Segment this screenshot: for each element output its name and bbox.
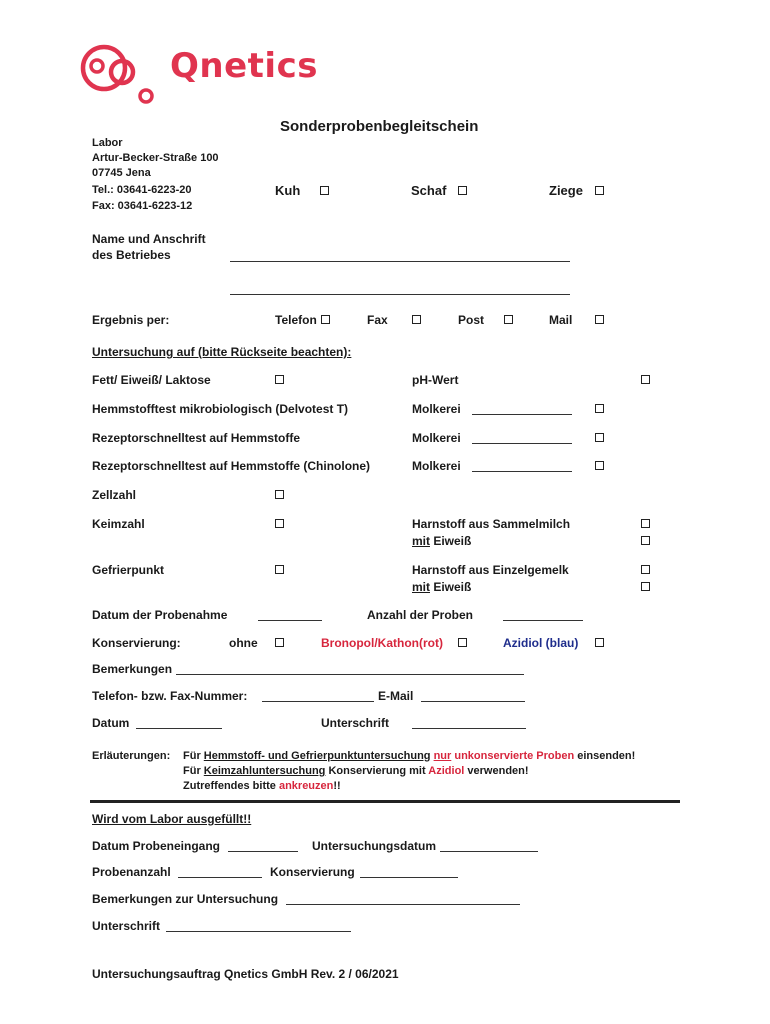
mit-underlined: mit bbox=[412, 534, 430, 548]
datum-probenahme-line[interactable] bbox=[258, 620, 322, 621]
ergebnis-label: Ergebnis per: bbox=[92, 313, 170, 327]
bemerkungen-line[interactable] bbox=[176, 674, 524, 675]
ergebnis-mail-checkbox[interactable] bbox=[595, 315, 604, 324]
labor-unterschrift-line[interactable] bbox=[166, 931, 351, 932]
konservierung-azidiol-checkbox[interactable] bbox=[595, 638, 604, 647]
ergebnis-fax-label: Fax bbox=[367, 313, 388, 327]
test-zellzahl-label: Zellzahl bbox=[92, 488, 137, 502]
page-title: Sonderprobenbegleitschein bbox=[280, 118, 479, 135]
kontakt-telefax-line[interactable] bbox=[262, 701, 374, 702]
molkerei-2-line[interactable] bbox=[472, 443, 572, 444]
konservierung-azidiol-label: Azidiol (blau) bbox=[503, 636, 579, 650]
address-labor: Labor bbox=[92, 137, 123, 149]
text: Für bbox=[183, 765, 204, 777]
logo-text: Qnetics bbox=[170, 46, 318, 86]
molkerei-3-label: Molkerei bbox=[412, 459, 461, 473]
harnstoff-sammel-checkbox[interactable] bbox=[641, 519, 650, 528]
mit-underlined: mit bbox=[412, 580, 430, 594]
address-tel: Tel.: 03641-6223-20 bbox=[92, 184, 192, 196]
betrieb-line-1[interactable] bbox=[230, 261, 570, 262]
footer-text: Untersuchungsauftrag Qnetics GmbH Rev. 2 / 06/2021 bbox=[92, 967, 399, 981]
eiweiss-text: Eiweiß bbox=[430, 580, 472, 594]
test-fett-checkbox[interactable] bbox=[275, 375, 284, 384]
animal-kuh-checkbox[interactable] bbox=[320, 186, 329, 195]
labor-bemerk-line[interactable] bbox=[286, 904, 520, 905]
unterschrift-label: Unterschrift bbox=[321, 716, 390, 730]
erlaeuterungen-line-3 bbox=[183, 780, 341, 792]
labor-konserv-label: Konservierung bbox=[270, 865, 355, 879]
logo bbox=[78, 38, 343, 106]
untersuchung-heading: Untersuchung auf (bitte Rückseite beachten): bbox=[92, 345, 352, 359]
bemerkungen-label: Bemerkungen bbox=[92, 662, 173, 676]
text: verwenden! bbox=[464, 765, 529, 777]
labor-unters-datum-line[interactable] bbox=[440, 851, 538, 852]
molkerei-2-checkbox[interactable] bbox=[595, 433, 604, 442]
address-street: Artur-Becker-Straße 100 bbox=[92, 152, 219, 164]
animal-kuh-label: Kuh bbox=[275, 183, 301, 198]
test-rezeptor-label: Rezeptorschnelltest auf Hemmstoffe bbox=[92, 431, 301, 445]
ergebnis-mail-label: Mail bbox=[549, 313, 573, 327]
animal-ziege-checkbox[interactable] bbox=[595, 186, 604, 195]
molkerei-3-checkbox[interactable] bbox=[595, 461, 604, 470]
kontakt-telefax-label: Telefon- bzw. Fax-Nummer: bbox=[92, 689, 248, 703]
labor-bemerk-label: Bemerkungen zur Untersuchung bbox=[92, 892, 279, 906]
address-fax: Fax: 03641-6223-12 bbox=[92, 200, 193, 212]
datum-label: Datum bbox=[92, 716, 130, 730]
betrieb-label-2: des Betriebes bbox=[92, 248, 171, 262]
konservierung-bronopol-label: Bronopol/Kathon(rot) bbox=[321, 636, 443, 650]
erlaeuterungen-line-1 bbox=[183, 750, 635, 762]
anzahl-proben-line[interactable] bbox=[503, 620, 583, 621]
harnstoff-einzel-eiweiss-label bbox=[412, 580, 471, 594]
test-ph-label: pH-Wert bbox=[412, 373, 459, 387]
text: !! bbox=[333, 780, 341, 792]
test-keimzahl-label: Keimzahl bbox=[92, 517, 145, 531]
text: Zutreffendes bitte bbox=[183, 780, 279, 792]
datum-probenahme-label: Datum der Probenahme bbox=[92, 608, 228, 622]
qnetics-logo-icon bbox=[78, 38, 158, 106]
test-ph-checkbox[interactable] bbox=[641, 375, 650, 384]
betrieb-line-2[interactable] bbox=[230, 294, 570, 295]
ergebnis-telefon-checkbox[interactable] bbox=[321, 315, 330, 324]
harnstoff-einzel-checkbox[interactable] bbox=[641, 565, 650, 574]
labor-unters-datum-label: Untersuchungsdatum bbox=[312, 839, 437, 853]
kontakt-email-label: E-Mail bbox=[378, 689, 414, 703]
datum-line[interactable] bbox=[136, 728, 222, 729]
harnstoff-sammel-label: Harnstoff aus Sammelmilch bbox=[412, 517, 571, 531]
text-red: Azidiol bbox=[428, 765, 465, 777]
test-fett-label: Fett/ Eiweiß/ Laktose bbox=[92, 373, 211, 387]
labor-eingang-label: Datum Probeneingang bbox=[92, 839, 221, 853]
molkerei-1-label: Molkerei bbox=[412, 402, 461, 416]
text-red: ankreuzen bbox=[278, 780, 334, 792]
kontakt-email-line[interactable] bbox=[421, 701, 525, 702]
erlaeuterungen-label: Erläuterungen: bbox=[92, 750, 171, 762]
test-hemmstoff-label: Hemmstofftest mikrobiologisch (Delvotest T) bbox=[92, 402, 349, 416]
text: einsenden! bbox=[574, 750, 636, 762]
animal-schaf-checkbox[interactable] bbox=[458, 186, 467, 195]
text-underlined: Hemmstoff- und Gefrierpunktuntersuchung bbox=[203, 750, 431, 762]
konservierung-ohne-checkbox[interactable] bbox=[275, 638, 284, 647]
molkerei-1-checkbox[interactable] bbox=[595, 404, 604, 413]
text: Konservierung mit bbox=[325, 765, 429, 777]
animal-schaf-label: Schaf bbox=[411, 183, 447, 198]
molkerei-2-label: Molkerei bbox=[412, 431, 461, 445]
labor-eingang-line[interactable] bbox=[228, 851, 298, 852]
test-gefrierpunkt-label: Gefrierpunkt bbox=[92, 563, 165, 577]
labor-heading: Wird vom Labor ausgefüllt!! bbox=[92, 812, 252, 826]
section-divider bbox=[90, 800, 680, 803]
harnstoff-einzel-label: Harnstoff aus Einzelgemelk bbox=[412, 563, 569, 577]
address-city: 07745 Jena bbox=[92, 167, 151, 179]
test-zellzahl-checkbox[interactable] bbox=[275, 490, 284, 499]
text-underlined: Keimzahluntersuchung bbox=[203, 765, 326, 777]
labor-konserv-line[interactable] bbox=[360, 877, 458, 878]
labor-anzahl-line[interactable] bbox=[178, 877, 262, 878]
molkerei-1-line[interactable] bbox=[472, 414, 572, 415]
ergebnis-fax-checkbox[interactable] bbox=[412, 315, 421, 324]
animal-ziege-label: Ziege bbox=[549, 183, 583, 198]
ergebnis-telefon-label: Telefon bbox=[275, 313, 317, 327]
test-gefrierpunkt-checkbox[interactable] bbox=[275, 565, 284, 574]
ergebnis-post-label: Post bbox=[458, 313, 485, 327]
erlaeuterungen-line-2 bbox=[183, 765, 529, 777]
molkerei-3-line[interactable] bbox=[472, 471, 572, 472]
harnstoff-sammel-eiweiss-label bbox=[412, 534, 471, 548]
konservierung-label: Konservierung: bbox=[92, 636, 181, 650]
harnstoff-einzel-eiweiss-checkbox[interactable] bbox=[641, 582, 650, 591]
eiweiss-text: Eiweiß bbox=[430, 534, 472, 548]
unterschrift-line[interactable] bbox=[412, 728, 526, 729]
ergebnis-post-checkbox[interactable] bbox=[504, 315, 513, 324]
labor-anzahl-label: Probenanzahl bbox=[92, 865, 171, 879]
labor-unterschrift-label: Unterschrift bbox=[92, 919, 161, 933]
harnstoff-sammel-eiweiss-checkbox[interactable] bbox=[641, 536, 650, 545]
konservierung-ohne-label: ohne bbox=[229, 636, 258, 650]
betrieb-label-1: Name und Anschrift bbox=[92, 232, 206, 246]
text-red: unkonservierte Proben bbox=[451, 750, 575, 762]
text: Für bbox=[183, 750, 204, 762]
text-nur: nur bbox=[433, 750, 452, 762]
test-rezeptor-chinolone-label: Rezeptorschnelltest auf Hemmstoffe (Chinolone) bbox=[92, 459, 371, 473]
anzahl-proben-label: Anzahl der Proben bbox=[367, 608, 474, 622]
test-keimzahl-checkbox[interactable] bbox=[275, 519, 284, 528]
konservierung-bronopol-checkbox[interactable] bbox=[458, 638, 467, 647]
